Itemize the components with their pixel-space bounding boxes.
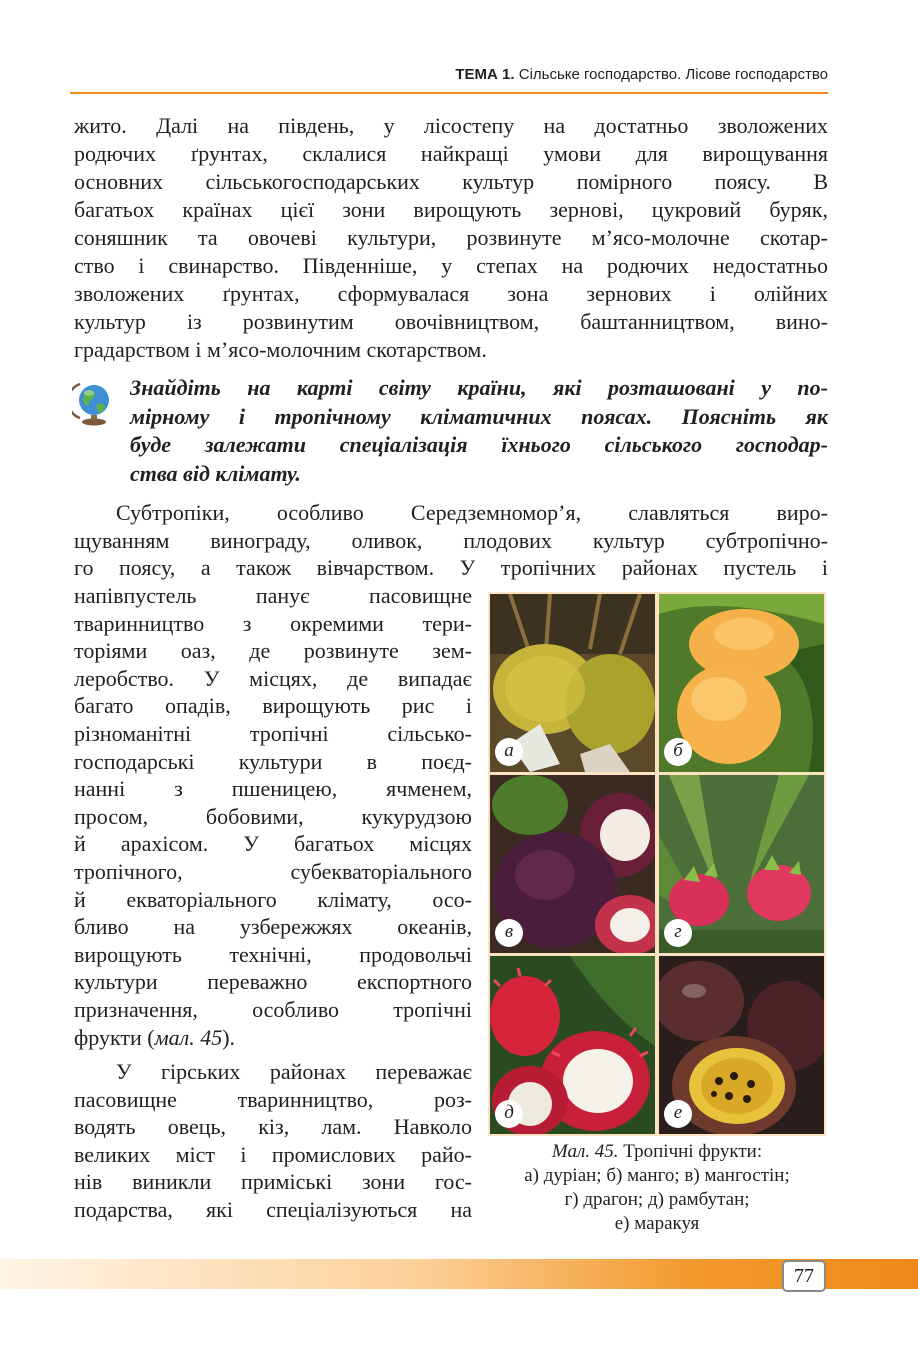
figure-label: д bbox=[495, 1100, 523, 1128]
text-line: У гірських районах переважає bbox=[116, 1059, 472, 1084]
footer-bar bbox=[0, 1259, 918, 1289]
header-topic-title: Сільське господарство. Лісове господарство bbox=[518, 66, 828, 83]
header-text bbox=[455, 66, 828, 83]
text-line: пасовищне тваринництво, роз- bbox=[74, 1086, 472, 1112]
text-line: напівпустель панує пасовищне bbox=[74, 583, 472, 608]
task-line: Знайдіть на карті світу країни, які розташовані у по- bbox=[130, 375, 828, 400]
caption-line: е) маракуя bbox=[614, 1213, 700, 1234]
page-number: 77 bbox=[782, 1260, 826, 1292]
task-line: мірному і тропічному кліматичних поясах. Поясніть як bbox=[130, 403, 828, 429]
mangosteen-photo bbox=[490, 775, 655, 953]
figure-label: б bbox=[664, 738, 692, 766]
text-fragment: фрукти ( bbox=[74, 1024, 155, 1050]
text-line: водять овець, кіз, лам. Навколо bbox=[74, 1114, 472, 1140]
caption-title-line bbox=[484, 1140, 830, 1164]
text-line: різноманітні тропічні сільсько- bbox=[74, 720, 472, 746]
text-line: культур із розвинутим овочівництвом, баштанництвом, вино- bbox=[74, 309, 828, 334]
figure-label: а bbox=[495, 738, 523, 766]
text-line: родючих ґрунтах, склалися найкращі умови для вирощування bbox=[74, 141, 828, 166]
text-fragment: ). bbox=[222, 1024, 236, 1050]
figure-label: в bbox=[495, 919, 523, 947]
dragon-fruit-photo bbox=[659, 775, 824, 953]
figure-45-photo-grid bbox=[488, 592, 826, 1136]
caption-line: а) дуріан; б) манго; в) мангостін; bbox=[524, 1165, 790, 1186]
text-line bbox=[74, 1024, 472, 1052]
text-line: й арахісом. У багатьох місцях bbox=[74, 831, 472, 857]
caption-figure-ref: Мал. 45. bbox=[551, 1141, 619, 1162]
passion-fruit-photo bbox=[659, 956, 824, 1134]
durian-photo bbox=[490, 594, 655, 772]
task-line: буде залежати спеціалізація їхнього сільського господар- bbox=[130, 432, 828, 457]
text-line: торіями оаз, де розвинуте зем- bbox=[74, 638, 472, 664]
text-line: соняшник та овочеві культури, розвинуте м’ясо-молочне скотар- bbox=[74, 225, 828, 250]
text-line: просом, бобовими, кукурудзою bbox=[74, 803, 472, 829]
figure-reference: мал. 45 bbox=[154, 1024, 223, 1050]
text-line: подарства, які спеціалізуються на bbox=[74, 1196, 472, 1222]
mango-photo bbox=[659, 594, 824, 772]
paragraph-1 bbox=[74, 112, 828, 364]
text-line: тропічного, субекваторіального bbox=[74, 858, 472, 884]
text-line: культури переважно експортного bbox=[74, 969, 472, 995]
figure-label: е bbox=[664, 1100, 692, 1128]
text-line: вирощують технічні, продовольчі bbox=[74, 941, 472, 967]
paragraph-3 bbox=[74, 1058, 472, 1224]
running-header bbox=[70, 62, 828, 94]
text-line: бливо на узбережжях океанів, bbox=[74, 914, 472, 940]
text-line: ство і свинарство. Південніше, у степах на родючих недостатньо bbox=[74, 253, 828, 278]
text-line: господарські культури в поєд- bbox=[74, 748, 472, 774]
text-line: щуванням винограду, оливок, плодових культур субтропічно- bbox=[74, 527, 828, 553]
text-line: нів виникли приміські зони гос- bbox=[74, 1169, 472, 1195]
text-line: великих міст і промислових райо- bbox=[74, 1141, 472, 1167]
text-line: багато опадів, вирощують рис і bbox=[74, 693, 472, 719]
rambutan-photo bbox=[490, 956, 655, 1134]
text-line: градарством і м’ясо-молочним скотарством. bbox=[74, 337, 487, 362]
text-line: багатьох країнах цієї зони вирощують зернові, цукровий буряк, bbox=[74, 197, 828, 222]
figure-caption bbox=[484, 1140, 830, 1236]
header-topic-label: ТЕМА 1. bbox=[455, 66, 515, 83]
caption-line: г) драгон; д) рамбутан; bbox=[564, 1189, 750, 1210]
text-line: основних сільськогосподарських культур помірного поясу. В bbox=[74, 169, 828, 194]
globe-icon bbox=[72, 378, 116, 426]
task-line: ства від клімату. bbox=[130, 460, 301, 486]
task-prompt bbox=[130, 374, 828, 488]
text-line: зволожених ґрунтах, сформувалася зона зернових і олійних bbox=[74, 281, 828, 306]
text-line: го поясу, а також вівчарством. У тропічних районах пустель і bbox=[74, 555, 828, 581]
text-line: нанні з пшеницею, ячменем, bbox=[74, 776, 472, 802]
paragraph-2-column bbox=[74, 582, 472, 1051]
caption-title: Тропічні фрукти: bbox=[623, 1141, 763, 1162]
text-line: Субтропіки, особливо Середземномор’я, славляться виро- bbox=[116, 500, 828, 525]
figure-label: г bbox=[664, 919, 692, 947]
text-line: призначення, особливо тропічні bbox=[74, 996, 472, 1022]
text-line: леробство. У місцях, де випадає bbox=[74, 665, 472, 691]
text-line: жито. Далі на південь, у лісостепу на достатньо зволожених bbox=[74, 113, 828, 138]
text-line: тваринництво з окремими тери- bbox=[74, 610, 472, 636]
text-line: й екваторіального клімату, осо- bbox=[74, 886, 472, 912]
paragraph-2-intro bbox=[74, 499, 828, 582]
